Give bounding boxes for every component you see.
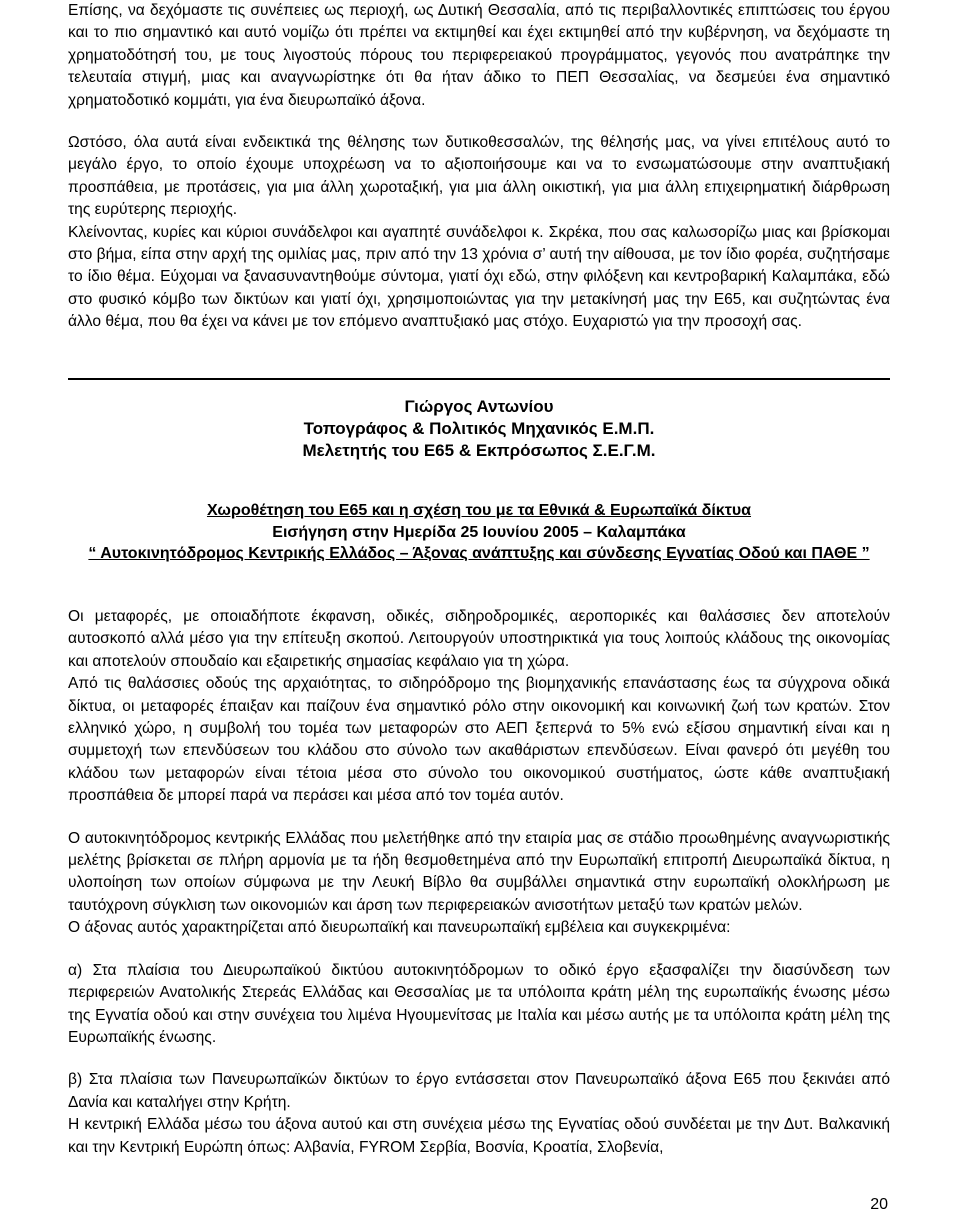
section-topic: “ Αυτοκινητόδρομος Κεντρικής Ελλάδος – Άξονας ανάπτυξης και σύνδεσης Εγνατίας Οδού και ΠΑΘΕ ”	[88, 545, 870, 562]
paragraph: Επίσης, να δεχόμαστε τις συνέπειες ως περιοχή, ως Δυτική Θεσσαλία, από τις περιβαλλοντικές επιπτώσεις του έργου και το πιο σημαντικό και αυτό νομίζω ότι πρέπει να εκτιμηθεί και έχει εκτιμηθεί από την κυβέρνηση, να δεχόμαστε τη χρηματοδότησή του, με τους λιγοστούς πόρους του περιφερειακού προγράμματος, γεγονός που ανατράπηκε την τελευταία στιγμή, μιας και αναγνωρίστηκε ότι θα ήταν άδικο το ΠΕΠ Θεσσαλίας, να δεσμεύει ένα σημαντικό χρηματοδοτικό κομμάτι, για ένα διευρωπαϊκό άξονα.	[68, 2, 890, 109]
author-role: Μελετητής του Ε65 & Εκπρόσωπος Σ.Ε.Γ.Μ.	[302, 441, 656, 460]
paragraph: Η κεντρική Ελλάδα μέσω του άξονα αυτού και στη συνέχεια μέσω της Εγνατίας οδού συνδέεται με την Δυτ. Βαλκανική και την Κεντρική Ευρώπη όπως: Αλβανία, FYROM Σερβία, Βοσνία, Κροατία, Σλοβενία,	[68, 1116, 890, 1156]
horizontal-divider	[68, 378, 890, 380]
page-number: 20	[870, 1196, 888, 1213]
section-subtitle: Εισήγηση στην Ημερίδα 25 Ιουνίου 2005 – Καλαμπάκα	[272, 523, 686, 541]
paragraph: Οι μεταφορές, με οποιαδήποτε έκφανση, οδικές, σιδηροδρομικές, αεροπορικές και θαλάσσιες δεν αποτελούν αυτοσκοπό αλλά μέσο για την επίτευξη σκοπού. Λειτουργούν υποστηρικτικά για τους λοιπούς κλάδους της οικονομίας και αποτελούν σπουδαίο και εξαιρετικής σημασίας κεφάλαιο για τη χώρα.	[68, 608, 890, 670]
paragraph: Κλείνοντας, κυρίες και κύριοι συνάδελφοι και αγαπητέ συνάδελφοι κ. Σκρέκα, που σας καλωσορίζω μιας και βρίσκομαι στο βήμα, είπα στην αρχή της ομιλίας μας, πριν από την 13 χρόνια σ’ αυτή την αίθουσα, με τον ίδιο φορέα, συζητήσαμε το ίδιο θέμα. Εύχομαι να ξανασυναντηθούμε σύντομα, γιατί όχι εδώ, στην φιλόξενη και κεντροβαρική Καλαμπάκα, εδώ στο φυσικό κόμβο των δικτύων και γιατί όχι, χρησιμοποιώντας για την μετακίνησή μας την Ε65, και συζητώντας ένα άλλο θέμα, που θα έχει να κάνει με τον επόμενο αναπτυξιακό μας στόχο. Ευχαριστώ για την προσοχή σας.	[68, 223, 890, 331]
section-heading	[68, 500, 890, 565]
section-title: Χωροθέτηση του Ε65 και η σχέση του με τα Εθνικά & Ευρωπαϊκά δίκτυα	[206, 502, 752, 519]
author-role: Τοπογράφος & Πολιτικός Μηχανικός Ε.Μ.Π.	[303, 419, 655, 438]
paragraph: Ωστόσο, όλα αυτά είναι ενδεικτικά της θέλησης των δυτικοθεσσαλών, της θέλησής μας, να γίνει επιτέλους αυτό το μεγάλο έργο, το οποίο έχουμε υποχρέωση να το αξιοποιήσουμε και να το ενσωματώσουμε στην αναπτυξιακή προσπάθεια, με προτάσεις, για μια άλλη χωροταξική, για μια άλλη οικιστική, για μια άλλη επιχειρηματική διάρθρωση της ευρύτερης περιοχής.	[68, 134, 890, 219]
page-top-text	[68, 0, 890, 334]
paragraph: α) Στα πλαίσια του Διευρωπαϊκού δικτύου αυτοκινητόδρομων το οδικό έργο εξασφαλίζει την διασύνδεση των περιφερειών Ανατολικής Στερεάς Ελλάδας και Θεσσαλίας με τα υπόλοιπα κράτη μέλη της ευρωπαϊκής ένωσης μέσω της Εγνατία οδού και στην συνέχεια του λιμένα Ηγουμενίτσας με Ιταλία και μέσω αυτής με τα υπόλοιπα κράτη μέλη της Ευρωπαϊκής ένωσης.	[68, 961, 890, 1046]
paragraph: β) Στα πλαίσια των Πανευρωπαϊκών δικτύων το έργο εντάσσεται στον Πανευρωπαϊκό άξονα Ε65 που ξεκινάει από Δανία και καταλήγει στην Κρήτη.	[68, 1071, 890, 1111]
author-name: Γιώργος Αντωνίου	[404, 397, 554, 416]
paragraph: Ο αυτοκινητόδρομος κεντρικής Ελλάδας που μελετήθηκε από την εταιρία μας σε στάδιο προωθημένης αναγνωριστικής μελέτης βρίσκεται σε πλήρη αρμονία με τα ήδη θεσμοθετημένα από την Ευρωπαϊκή επιτροπή Διευρωπαϊκά δίκτυα, η υλοποίηση των οποίων σύμφωνα με την Λευκή Βίβλο θα συμβάλλει σημαντικά στην ευρωπαϊκή ολοκλήρωση με ταυτόχρονη σύγκλιση των οικονομιών και άρση των περιφερειακών ανισοτήτων μεταξύ των κρατών μελών.	[68, 829, 890, 914]
body-text	[68, 606, 890, 1159]
paragraph: Ο άξονας αυτός χαρακτηρίζεται από διευρωπαϊκή και πανευρωπαϊκή εμβέλεια και συγκεκριμένα:	[68, 919, 731, 937]
signature-block	[68, 396, 890, 462]
paragraph: Από τις θαλάσσιες οδούς της αρχαιότητας, το σιδηρόδρομο της βιομηχανικής επανάστασης έως τα σύγχρονα οδικά δίκτυα, οι μεταφορές έπαιξαν και παίζουν ένα σημαντικό ρόλο στην οικονομική και κοινωνική ζωή των κρατών. Στον ελληνικό χώρο, η συμβολή του τομέα των μεταφορών στο ΑΕΠ ξεπερνά το 5% ενώ εξίσου σημαντική είναι και η συμμετοχή των επενδύσεων του κλάδου στο σύνολο των ακαθάριστων επενδύσεων. Είναι φανερό ότι μεγέθη του κλάδου των μεταφορών είναι τέτοια μέσα στο σύνολο του οικονομικού συστήματος, ώστε κάθε αναπτυξιακή προσπάθεια δε μπορεί παρά να περάσει και μέσα από τον τομέα αυτόν.	[68, 675, 890, 805]
